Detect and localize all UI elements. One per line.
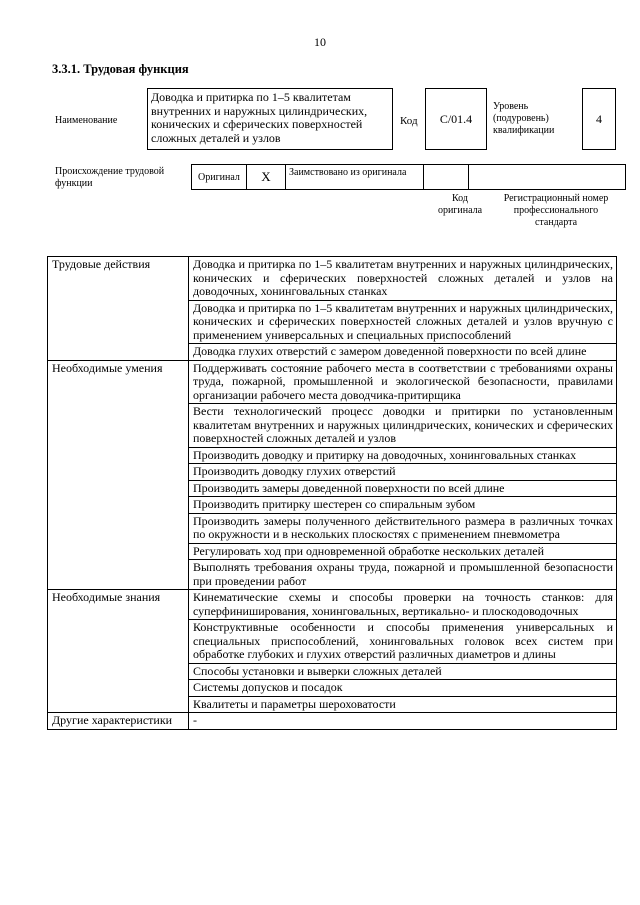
labor-function-table: [47, 256, 617, 730]
category-cell: Необходимые знания: [48, 590, 189, 713]
item-cell: Доводка и притирка по 1–5 квалитетам внутренних и наружных цилиндрических, конических и сферических поверхностей сложных деталей и узлов на доводочных, хонинговальных станках: [189, 257, 617, 301]
item-cell: Производить доводку глухих отверстий: [189, 464, 617, 481]
original-mark: X: [246, 164, 286, 190]
category-cell: Другие характеристики: [48, 713, 189, 730]
item-cell: Производить притирку шестерен со спиральным зубом: [189, 497, 617, 514]
item-cell: Системы допусков и посадок: [189, 680, 617, 697]
reg-number-cell: [468, 164, 626, 190]
item-cell: Квалитеты и параметры шероховатости: [189, 696, 617, 713]
level-box: 4: [582, 88, 616, 150]
item-cell: Доводка глухих отверстий с замером доведенной поверхности по всей длине: [189, 344, 617, 361]
table-row: [48, 257, 617, 301]
item-cell: Доводка и притирка по 1–5 квалитетам внутренних и наружных цилиндрических, конических и сферических поверхностей сложных деталей и узлов вручную с применением универсальных и специальных приспособлений: [189, 300, 617, 344]
item-cell: Вести технологический процесс доводки и притирки по установленным квалитетам внутренних и наружных цилиндрических, конических и сферических поверхностей сложных деталей и узлов: [189, 404, 617, 448]
table-row: [48, 713, 617, 730]
table-row: [48, 360, 617, 404]
section-title: 3.3.1. Трудовая функция: [52, 62, 189, 76]
item-cell: Поддерживать состояние рабочего места в соответствии с требованиями охраны труда, пожарной, промышленной и экологической безопасности, правилами организации рабочего места доводчика-притирщика: [189, 360, 617, 404]
item-cell: Кинематические схемы и способы проверки на точность станков: для суперфиниширования, хонинговальных, вертикально- и плоскодоводочных: [189, 590, 617, 620]
name-label: Наименование: [55, 115, 118, 126]
origin-row: [192, 164, 626, 190]
item-cell: Производить доводку и притирку на доводочных, хонинговальных станках: [189, 447, 617, 464]
borrowed-label: Заимствовано из оригинала: [285, 164, 424, 190]
code-box: C/01.4: [425, 88, 487, 150]
original-label: Оригинал: [191, 164, 247, 190]
code-label: Код: [400, 115, 418, 127]
code-original-caption: Код оригинала: [437, 193, 483, 216]
item-cell: Способы установки и выверки сложных деталей: [189, 663, 617, 680]
function-name-box: Доводка и притирка по 1–5 квалитетам внутренних и наружных цилиндрических, конических и сферических поверхностей сложных деталей и узлов: [147, 88, 393, 150]
page-number: 10: [314, 35, 326, 49]
item-cell: Выполнять требования охраны труда, пожарной и промышленной безопасности при проведении работ: [189, 560, 617, 590]
item-cell: Производить замеры доведенной поверхности по всей длине: [189, 480, 617, 497]
item-cell: Конструктивные особенности и способы применения универсальных и специальных приспособлений, хонинговальных головок всех систем при обработке глубоких и глухих отверстий различных диаметров и длины: [189, 620, 617, 664]
category-cell: Трудовые действия: [48, 257, 189, 361]
item-cell: Регулировать ход при одновременной обработке нескольких деталей: [189, 543, 617, 560]
reg-number-caption: Регистрационный номер профессионального стандарта: [503, 193, 609, 228]
level-label: Уровень (подуровень) квалификации: [493, 101, 555, 136]
code-original-cell: [423, 164, 469, 190]
item-cell: -: [189, 713, 617, 730]
category-cell: Необходимые умения: [48, 360, 189, 590]
origin-label: Происхождение трудовой функции: [55, 166, 165, 189]
item-cell: Производить замеры полученного действительного размера в различных точках по окружности и в нескольких плоскостях с применением пневмометра: [189, 513, 617, 543]
table-row: [48, 590, 617, 620]
table-body: [48, 257, 617, 730]
